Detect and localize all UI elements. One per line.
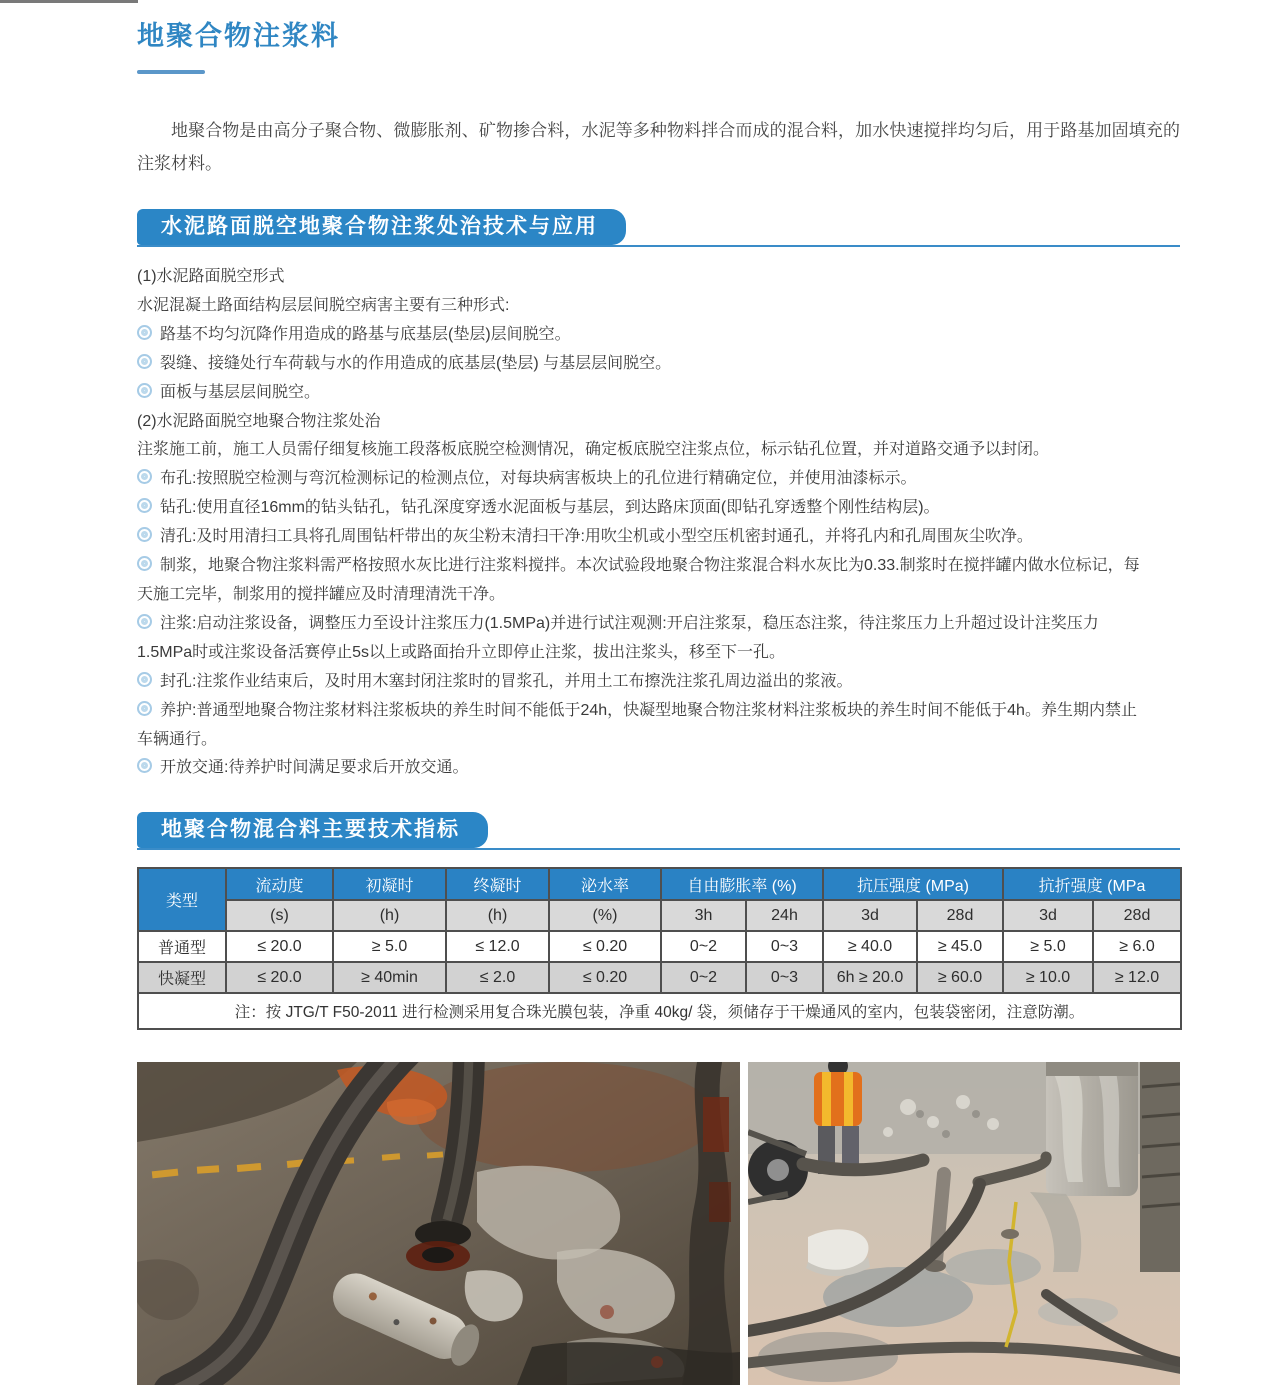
ring-bullet-icon: [137, 383, 152, 398]
line-text: 开放交通:待养护时间满足要求后开放交通。: [160, 759, 469, 777]
body-line: [137, 263, 1180, 292]
body-line: [137, 408, 1180, 437]
table-data-cell: ≥ 5.0: [333, 931, 446, 962]
ring-bullet-icon: [137, 556, 152, 571]
line-text: 面板与基层层间脱空。: [160, 383, 321, 401]
intro-paragraph: 地聚合物是由高分子聚合物、微膨胀剂、矿物掺合料，水泥等多种物料拌合而成的混合料，加水快速搅拌均匀后，用于路基加固填充的注浆材料。: [137, 121, 1180, 173]
table-data-row: [138, 962, 1181, 993]
line-text: 路基不均匀沉降作用造成的路基与底基层(垫层)层间脱空。: [160, 325, 571, 343]
photo-right-art: [748, 1062, 1180, 1385]
table-data-cell: ≥ 10.0: [1003, 962, 1093, 993]
bullet-line: [137, 494, 1180, 523]
line-text: 1.5MPa时或注浆设备活赛停止5s以上或路面抬升立即停止注浆，拔出注浆头，移至下一孔。: [137, 643, 786, 661]
table-data-cell: 6h ≥ 20.0: [823, 962, 917, 993]
table-unit-cell: (h): [446, 900, 549, 931]
line-text: 车辆通行。: [137, 730, 218, 748]
line-text: 注浆施工前，施工人员需仔细复核施工段落板底脱空检测情况，确定板底脱空注浆点位，标示钻孔位置，并对道路交通予以封闭。: [137, 441, 1050, 459]
page-top-rule: [0, 0, 138, 3]
line-text: (1)水泥路面脱空形式: [137, 268, 285, 285]
bullet-line: [137, 668, 1180, 697]
photo-grouting-equipment: [748, 1062, 1180, 1385]
table-note-text: 注：按 JTG/T F50-2011 进行检测采用复合珠光膜包装，净重 40kg/ 袋，须储存于干燥通风的室内，包装袋密闭，注意防潮。: [138, 993, 1181, 1029]
table-data-cell: ≥ 6.0: [1093, 931, 1181, 962]
bullet-line: [137, 610, 1180, 639]
table-header-cell: 抗压强度 (MPa): [823, 868, 1003, 900]
table-header-cell: 抗折强度 (MPa: [1003, 868, 1181, 900]
table-data-cell: ≤ 20.0: [226, 962, 333, 993]
bullet-line: [137, 350, 1180, 379]
line-text: 钻孔:使用直径16mm的钻头钻孔，钻孔深度穿透水泥面板与基层，到达路床顶面(即钻孔穿透整个刚性结构层)。: [160, 499, 940, 517]
line-text: 封孔:注浆作业结束后，及时用木塞封闭注浆时的冒浆孔，并用土工布擦洗注浆孔周边溢出的浆液。: [160, 672, 853, 690]
ring-bullet-icon: [137, 758, 152, 773]
table-data-cell: ≥ 60.0: [917, 962, 1003, 993]
table-unit-cell: (h): [333, 900, 446, 931]
table-data-cell: ≤ 0.20: [549, 962, 661, 993]
table-data-cell: 0~2: [661, 931, 746, 962]
photo-row: [137, 1062, 1180, 1385]
ring-bullet-icon: [137, 498, 152, 513]
table-note-row: [138, 993, 1181, 1029]
photo-grouting-hose: [137, 1062, 740, 1385]
document-page: [137, 0, 1180, 1385]
title-underline: [137, 70, 205, 74]
bullet-line: [137, 523, 1180, 552]
table-unit-cell: (s): [226, 900, 333, 931]
bullet-line: [137, 552, 1180, 581]
table-header-row-1: [138, 868, 1181, 900]
table-data-cell: 快凝型: [138, 962, 226, 993]
body-line: [137, 639, 1180, 668]
table-unit-cell: 28d: [917, 900, 1003, 931]
table-data-cell: ≥ 12.0: [1093, 962, 1181, 993]
bullet-line: [137, 754, 1180, 783]
table-data-cell: ≤ 20.0: [226, 931, 333, 962]
table-header-row-2: [138, 900, 1181, 931]
ring-bullet-icon: [137, 469, 152, 484]
table-header-cell: 类型: [138, 868, 226, 931]
table-data-cell: 普通型: [138, 931, 226, 962]
line-text: 养护:普通型地聚合物注浆材料注浆板块的养生时间不能低于24h，快凝型地聚合物注浆材料注浆板块的养生时间不能低于4h。养生期内禁止: [160, 701, 1137, 719]
table-unit-cell: 3h: [661, 900, 746, 931]
ring-bullet-icon: [137, 325, 152, 340]
section2-header: [137, 812, 1180, 850]
ring-bullet-icon: [137, 527, 152, 542]
section2-heading-badge: 地聚合物混合料主要技术指标: [137, 812, 488, 848]
bullet-line: [137, 697, 1180, 726]
table-unit-cell: 24h: [746, 900, 823, 931]
line-text: 制浆，地聚合物注浆料需严格按照水灰比进行注浆料搅拌。本次试验段地聚合物注浆混合料水灰比为0.33.制浆时在搅拌罐内做水位标记，每: [160, 557, 1140, 575]
body-line: [137, 726, 1180, 755]
table-header-cell: 流动度: [226, 868, 333, 900]
ring-bullet-icon: [137, 672, 152, 687]
line-text: 天施工完毕，制浆用的搅拌罐应及时清理清洗干净。: [137, 585, 506, 603]
bullet-line: [137, 465, 1180, 494]
table-header-cell: 终凝时: [446, 868, 549, 900]
line-text: (2)水泥路面脱空地聚合物注浆处治: [137, 412, 381, 430]
table-data-cell: ≥ 45.0: [917, 931, 1003, 962]
ring-bullet-icon: [137, 614, 152, 629]
table-data-cell: 0~3: [746, 962, 823, 993]
body-line: [137, 292, 1180, 321]
table-unit-cell: 28d: [1093, 900, 1181, 931]
table-data-cell: ≤ 2.0: [446, 962, 549, 993]
ring-bullet-icon: [137, 701, 152, 716]
page-title: 地聚合物注浆料: [137, 21, 340, 51]
line-text: 裂缝、接缝处行车荷载与水的作用造成的底基层(垫层) 与基层层间脱空。: [160, 354, 672, 372]
bullet-line: [137, 379, 1180, 408]
table-header-cell: 自由膨胀率 (%): [661, 868, 823, 900]
line-text: 水泥混凝土路面结构层层间脱空病害主要有三种形式:: [137, 296, 510, 314]
table-data-cell: ≥ 40.0: [823, 931, 917, 962]
table-header-cell: 泌水率: [549, 868, 661, 900]
body-line: [137, 436, 1180, 465]
technical-spec-table: [137, 867, 1182, 1030]
line-text: 清孔:及时用清扫工具将孔周围钻杆带出的灰尘粉末清扫干净:用吹尘机或小型空压机密封通孔，并将孔内和孔周围灰尘吹净。: [160, 528, 1033, 546]
photo-left-art: [137, 1062, 740, 1385]
bullet-line: [137, 321, 1180, 350]
table-unit-cell: 3d: [1003, 900, 1093, 931]
table-data-cell: ≤ 12.0: [446, 931, 549, 962]
ring-bullet-icon: [137, 354, 152, 369]
table-data-cell: ≥ 5.0: [1003, 931, 1093, 962]
table-data-cell: ≥ 40min: [333, 962, 446, 993]
table-data-row: [138, 931, 1181, 962]
section1-body: [137, 263, 1180, 783]
section1-header: [137, 209, 1180, 247]
table-data-cell: 0~3: [746, 931, 823, 962]
body-line: [137, 581, 1180, 610]
table-unit-cell: 3d: [823, 900, 917, 931]
section1-heading-badge: 水泥路面脱空地聚合物注浆处治技术与应用: [137, 209, 626, 245]
table-unit-cell: (%): [549, 900, 661, 931]
line-text: 注浆:启动注浆设备，调整压力至设计注浆压力(1.5MPa)并进行试注观测:开启注浆泵，稳压态注浆，待注浆压力上升超过设计注奖压力: [160, 614, 1099, 632]
table-data-cell: 0~2: [661, 962, 746, 993]
line-text: 布孔:按照脱空检测与弯沉检测标记的检测点位，对每块病害板块上的孔位进行精确定位，并使用油漆标示。: [160, 470, 917, 488]
table-data-cell: ≤ 0.20: [549, 931, 661, 962]
table-header-cell: 初凝时: [333, 868, 446, 900]
